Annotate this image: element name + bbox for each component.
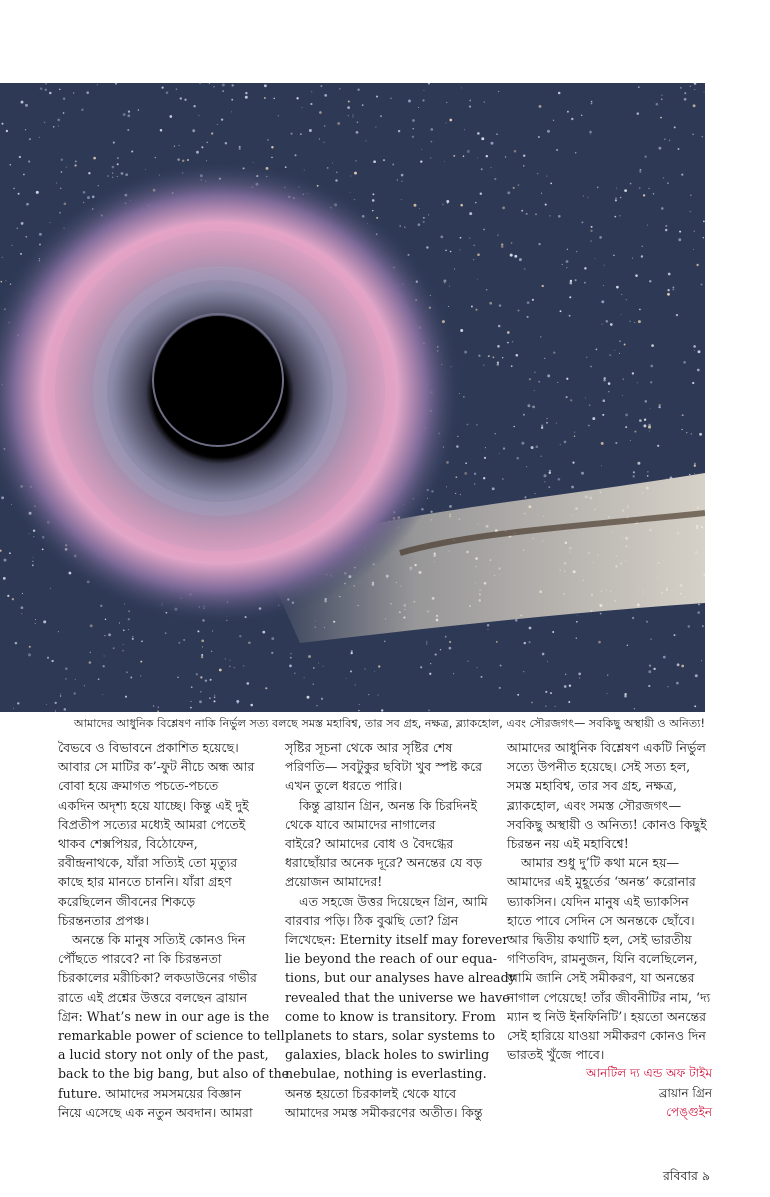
text-line: a lucid story not only of the past, (58, 1047, 269, 1063)
text-line: থাকব শেক্সপিয়র, বিঠোফেন, (58, 836, 198, 852)
text-line: রাতে এই প্রশ্নের উত্তরে বলছেন ব্রায়ান (58, 989, 248, 1005)
text-line: গণিতবিদ, রামনুজন, যিনি বলেছিলেন, (507, 951, 698, 967)
text-line: সমস্ত মহাবিশ্ব, তার সব গ্রহ, নক্ষত্র, (507, 778, 677, 794)
text-line: থেকে যাবে আমাদের নাগালের (285, 816, 436, 832)
text-line: পৌঁছতে পারবে? না কি চিরন্তনতা (58, 951, 222, 967)
text-line: আবার সে মাটির ক’-ফুট নীচে অন্ধ আর (58, 759, 255, 775)
text-line: সেই হারিয়ে যাওয়া সমীকরণ কোনও দিন (507, 1028, 706, 1044)
text-line: ভারতই খুঁজে পাবে। (507, 1047, 605, 1063)
article-column-1 (58, 738, 290, 1122)
text-line: ম্যান হু নিউ ইনফিনিটি’। হয়তো অনন্তের (507, 1008, 707, 1024)
text-line: পরিণতি— সবটুকুর ছবিটা খুব স্পষ্ট করে (285, 759, 483, 775)
text-line: করেছিলেন জীবনের শিকড়ে (58, 893, 196, 909)
text-line: লিখেছেন: Eternity itself may forever (285, 932, 509, 948)
text-line: future. আমাদের সমসময়ের বিজ্ঞান (58, 1085, 242, 1101)
text-line: সত্যে উপনীত হয়েছে। সেই সত্য হল, (507, 759, 691, 775)
text-line: সবকিছু অস্থায়ী ও অনিত্য! কোনও কিছুই (507, 816, 707, 832)
text-line: সৃষ্টির সূচনা থেকে আর সৃষ্টির শেষ (285, 740, 453, 755)
text-line: lie beyond the reach of our equa- (285, 951, 498, 967)
text-line: ধরাছোঁয়ার অনেক দূরে? অনন্তের যে বড় (285, 855, 483, 871)
text-line: come to know is transitory. From (285, 1008, 496, 1024)
text-line: কিন্তু ব্রায়ান গ্রিন, অনন্ত কি চিরদিনই (299, 797, 477, 813)
text-line: nebulae, nothing is everlasting. (285, 1066, 487, 1082)
article-column-2 (285, 738, 516, 1122)
text-line: বৈভবে ও বিভাবনে প্রকাশিত হয়েছে। (58, 740, 239, 755)
text-line: একদিন অদৃশ্য হয়ে যাচ্ছে। কিন্তু এই দুই (58, 797, 249, 813)
text-line: প্রয়োজন আমাদের! (285, 874, 383, 890)
text-line: আমার শুধু দু’টি কথা মনে হয়— (521, 855, 680, 871)
text-line: galaxies, black holes to swirling (285, 1047, 490, 1063)
page-number: রবিবার ৯ (663, 1168, 710, 1183)
text-line: ব্ল্যাকহোল, এবং সমস্ত সৌরজগৎ— (507, 797, 682, 813)
book-title: আনটিল দ্য এন্ড অফ টাইম (586, 1066, 712, 1081)
text-line: নাগাল পেয়েছে! তাঁর জীবনীটির নাম, ‘দ্য (507, 989, 711, 1005)
text-line: চিরন্তনতার প্রপঞ্চ। (58, 912, 150, 928)
text-line: বিপ্রতীপ সত্যের মধ্যেই আমরা পেতেই (58, 816, 246, 832)
text-line: গ্রিন: What’s new in our age is the (58, 1008, 270, 1024)
text-line: back to the big bang, but also of the (58, 1066, 290, 1082)
text-line: revealed that the universe we have (285, 989, 510, 1005)
text-line: অনন্ত হয়তো চিরকালই থেকে যাবে (285, 1085, 457, 1101)
text-line: রবীন্দ্রনাথকে, যাঁরা সত্যিই তো মৃত্যুর (58, 855, 238, 871)
text-line: চিরকালের মরীচিকা? লকডাউনের গভীর (58, 970, 257, 986)
text-line: আমাদের সমস্ত সমীকরণের অতীত। কিন্তু (285, 1104, 483, 1120)
text-line: এখন তুলে ধরতে পারি। (285, 778, 403, 794)
text-line: বাইরে? আমাদের বোধ ও বৈদগ্ধের (285, 836, 454, 852)
book-author: ব্রায়ান গ্রিন (658, 1085, 712, 1100)
text-line: আর দ্বিতীয় কথাটি হল, সেই ভারতীয় (507, 932, 692, 948)
text-line: চিরন্তন নয় এই মহাবিশ্বে! (507, 836, 629, 852)
text-line: tions, but our analyses have already (285, 970, 516, 986)
text-line: বোবা হয়ে ক্রমাগত পচতে-পচতে (58, 778, 219, 794)
text-line: বারবার পড়ি। ঠিক বুঝছি তো? গ্রিন (285, 912, 459, 928)
text-line: আমি জানি সেই সমীকরণ, যা অনন্তের (507, 970, 695, 986)
photo-caption: আমাদের আধুনিক বিশ্লেষণ নাকি নির্ভুল সত্য বলছে সমস্ত মহাবিশ্ব, তার সব গ্রহ, নক্ষত্র, ব্ল্যাকহোল, এবং সৌরজগৎ— সবকিছু অস্থায়ী ও অনিত্য! (73, 717, 705, 730)
text-line: কাছে হার মানতে চাননি। যাঁরা গ্রহণ (58, 874, 232, 890)
article-column-3-text (507, 738, 712, 1064)
text-line: আমাদের এই মুহূর্তের ‘অনন্ত’ করোনার (507, 874, 696, 890)
black-hole-illustration (0, 83, 705, 712)
text-line: remarkable power of science to tell (58, 1028, 285, 1044)
text-line: আমাদের আধুনিক বিশ্লেষণ একটি নির্ভুল (507, 740, 706, 755)
article-column-3 (507, 738, 712, 1122)
text-line: ভ্যাকসিন। যেদিন মানুষ এই ভ্যাকসিন (507, 893, 689, 909)
text-line: হাতে পাবে সেদিন সে অনন্তকে ছোঁবে। (507, 912, 695, 928)
text-line: নিয়ে এসেছে এক নতুন অবদান। আমরা (58, 1104, 253, 1120)
text-line: অনন্তে কি মানুষ সত্যিই কোনও দিন (72, 932, 246, 948)
text-line: এত সহজে উত্তর দিয়েছেন গ্রিন, আমি (299, 893, 488, 909)
text-line: planets to stars, solar systems to (285, 1028, 496, 1044)
black-hole-photo (0, 83, 705, 712)
book-publisher: পেঙ্গুইন (666, 1104, 712, 1119)
